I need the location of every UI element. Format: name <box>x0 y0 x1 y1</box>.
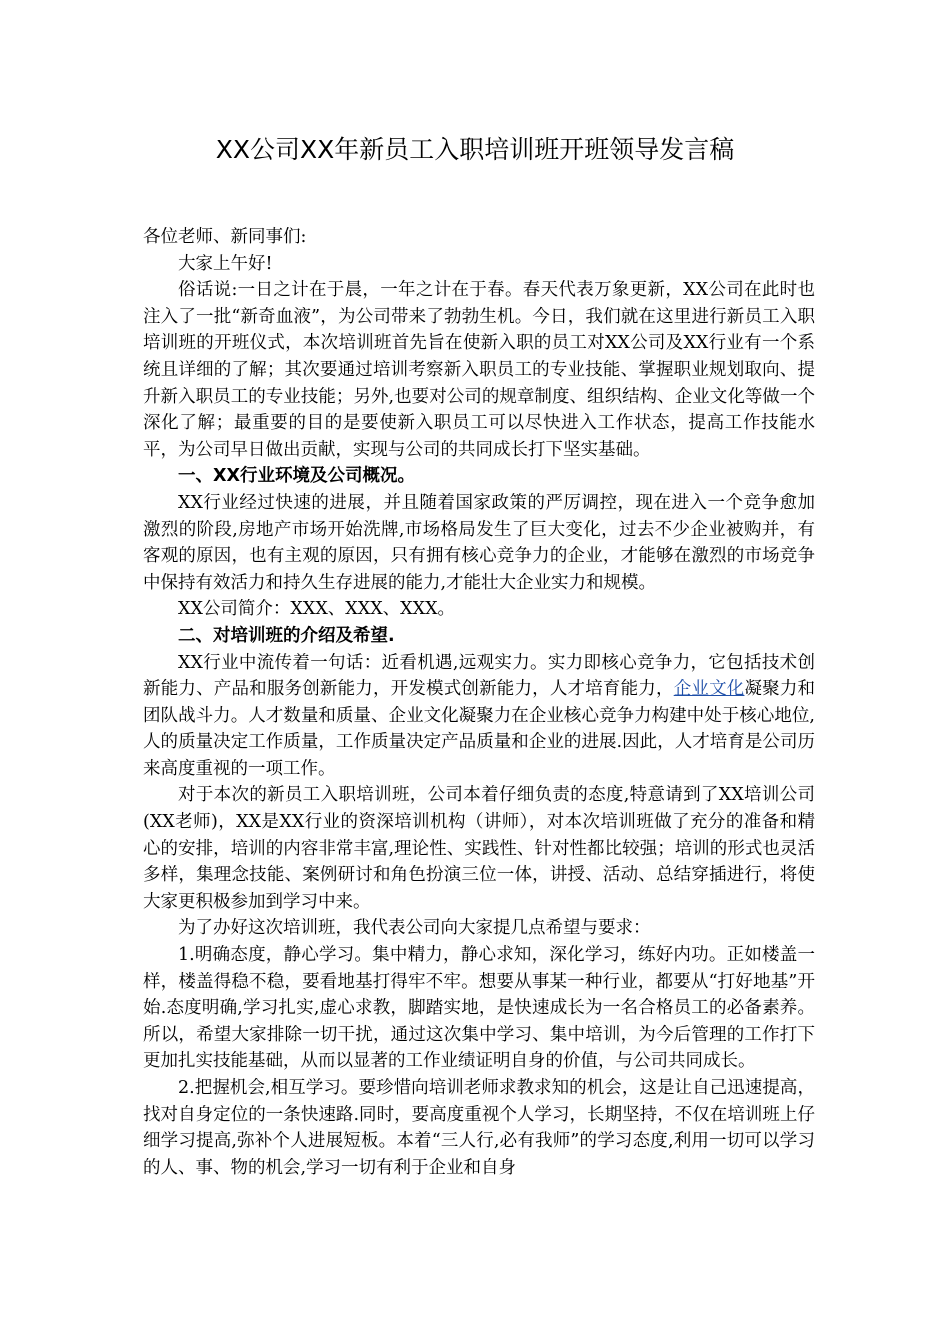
section-1-paragraph-1: XX行业经过快速的进展，并且随着国家政策的严厉调控，现在进入一个竞争愈加激烈的阶段,房地产市场开始洗牌,市场格局发生了巨大变化，过去不少企业被购并，有客观的原因，也有主观的原因，只有拥有核心竞争力的企业，才能够在激烈的市场竞争中保持有效活力和持久生存进展的能力,才能壮大企业实力和规模。 <box>143 492 815 593</box>
intro-paragraph: 俗话说:一日之计在于晨，一年之计在于春。春天代表万象更新，XX公司在此时也注入了一批“新奇血液”，为公司带来了勃勃生机。今日，我们就在这里进行新员工入职培训班的开班仪式，本次培训班首先旨在使新入职的员工对XX公司及XX行业有一个系统且详细的了解；其次要通过培训考察新入职员工的专业技能、掌握职业规划取向、提升新入职员工的专业技能；另外,也要对公司的规章制度、组织结构、企业文化等做一个深化了解；最重要的目的是要使新入职员工可以尽快进入工作状态，提高工作技能水平，为公司早日做出贡献，实现与公司的共同成长打下坚实基础。 <box>143 280 815 460</box>
corporate-culture-link[interactable]: 企业文化 <box>673 679 745 700</box>
salutation: 各位老师、新同事们: <box>143 227 307 247</box>
section-2-paragraph-2: 对于本次的新员工入职培训班，公司本着仔细负责的态度,特意请到了XX培训公司(XX老师)，XX是XX行业的资深培训机构（讲师），对本次培训班做了充分的准备和精心的安排，培训的内容非常丰富,理论性、实践性、针对性都比较强；培训的形式也灵活多样，集理念技能、案例研讨和角色扮演三位一体，讲授、活动、总结穿插进行，将使大家更积极参加到学习中来。 <box>143 785 815 912</box>
requirement-point-2: 2.把握机会,相互学习。要珍惜向培训老师求教求知的机会，这是让自己迅速提高，找对自身定位的一条快速路.同时，要高度重视个人学习，长期坚持，不仅在培训班上仔细学习提高,弥补个人进展短板。本着“三人行,必有我师”的学习态度,利用一切可以学习的人、事、物的机会,学习一切有利于企业和自身 <box>143 1078 815 1178</box>
section-2-paragraph-3: 为了办好这次培训班，我代表公司向大家提几点希望与要求： <box>178 918 651 939</box>
requirement-point-1: 1.明确态度，静心学习。集中精力，静心求知，深化学习，练好内功。正如楼盖一样，楼盖得稳不稳，要看地基打得牢不牢。想要从事某一种行业，都要从“打好地基”开始.态度明确,学习扎实,虚心求教，脚踏实地，是快速成长为一名合格员工的必备素养。所以，希望大家排除一切干扰，通过这次集中学习、集中培训，为今后管理的工作打下更加扎实技能基础，从而以显著的工作业绩证明自身的价值，与公司共同成长。 <box>143 945 815 1072</box>
document-body <box>143 224 815 1181</box>
section-2-paragraph-1-text-b: 凝聚力和团队战斗力。人才数量和质量、企业文化凝聚力在企业核心竞争力构建中处于核心地位,人的质量决定工作质量，工作质量决定产品质量和企业的进展.因此，人才培育是公司历来高度重视的一项工作。 <box>143 679 816 779</box>
section-1-paragraph-2: XX公司简介：XXX、XXX、XXX。 <box>178 599 456 620</box>
section-1-heading: 一、XX行业环境及公司概况。 <box>178 466 415 487</box>
document-title: XX公司XX年新员工入职培训班开班领导发言稿 <box>215 135 735 164</box>
section-2-heading: 二、对培训班的介绍及希望. <box>178 625 395 646</box>
section-2-paragraph-1 <box>143 650 815 783</box>
section-2-paragraph-1-text-a: XX行业中流传着一句话：近看机遇,远观实力。实力即核心竞争力，它包括技术创新能力、产品和服务创新能力，开发模式创新能力，人才培育能力， <box>143 652 815 700</box>
greeting: 大家上午好! <box>178 253 273 274</box>
